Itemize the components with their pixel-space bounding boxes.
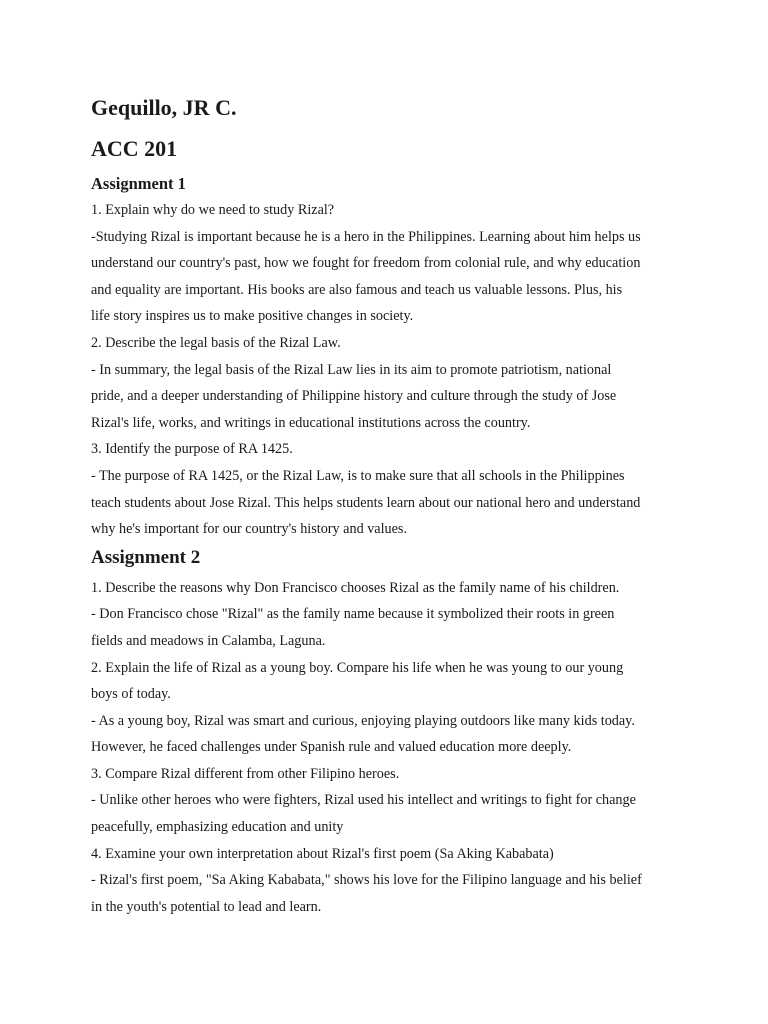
answer-line: pride, and a deeper understanding of Philippine history and culture through the study of Jose [91,388,617,405]
assignment-1-body [91,197,691,543]
answer-line: - Don Francisco chose "Rizal" as the family name because it symbolized their roots in green [91,606,615,623]
question-line: boys of today. [91,686,171,703]
answer-line: - Unlike other heroes who were fighters, Rizal used his intellect and writings to fight for change [91,792,636,809]
answer-line: - As a young boy, Rizal was smart and curious, enjoying playing outdoors like many kids today. [91,712,635,729]
course-code: ACC 201 [91,136,178,161]
question-2-1: 1. Describe the reasons why Don Francisco chooses Rizal as the family name of his children. [91,579,620,596]
question-1-1: 1. Explain why do we need to study Rizal? [91,202,335,218]
answer-line: - In summary, the legal basis of the Rizal Law lies in its aim to promote patriotism, national [91,361,612,378]
answer-line: - The purpose of RA 1425, or the Rizal Law, is to make sure that all schools in the Philippines [91,467,625,484]
answer-line: - Rizal's first poem, "Sa Aking Kababata," shows his love for the Filipino language and his belief [91,872,642,889]
answer-line: why he's important for our country's history and values. [91,521,407,538]
answer-line: understand our country's past, how we fought for freedom from colonial rule, and why education [91,255,641,272]
question-1-3: 3. Identify the purpose of RA 1425. [91,441,293,458]
answer-line: However, he faced challenges under Spanish rule and valued education more deeply. [91,739,572,756]
answer-line: -Studying Rizal is important because he is a hero in the Philippines. Learning about him helps us [91,228,641,245]
answer-line: teach students about Jose Rizal. This helps students learn about our national hero and understand [91,494,641,511]
assignment-2-title: Assignment 2 [91,546,201,568]
document-content [91,92,691,920]
answer-line: life story inspires us to make positive changes in society. [91,308,414,325]
assignment-2-body [91,575,691,921]
question-1-2: 2. Describe the legal basis of the Rizal Law. [91,334,341,351]
answer-line: in the youth's potential to lead and learn. [91,898,322,915]
question-2-3: 3. Compare Rizal different from other Filipino heroes. [91,765,400,782]
answer-line: peacefully, emphasizing education and unity [91,819,344,836]
student-name: Gequillo, JR C. [91,95,237,120]
answer-line: Rizal's life, works, and writings in educational institutions across the country. [91,414,531,431]
answer-line: fields and meadows in Calamba, Laguna. [91,632,326,649]
assignment-1-title: Assignment 1 [91,174,186,193]
question-2-2: 2. Explain the life of Rizal as a young boy. Compare his life when he was young to our young [91,659,624,676]
answer-line: and equality are important. His books are also famous and teach us valuable lessons. Plus, his [91,281,623,298]
question-2-4: 4. Examine your own interpretation about Rizal's first poem (Sa Aking Kababata) [91,845,554,862]
